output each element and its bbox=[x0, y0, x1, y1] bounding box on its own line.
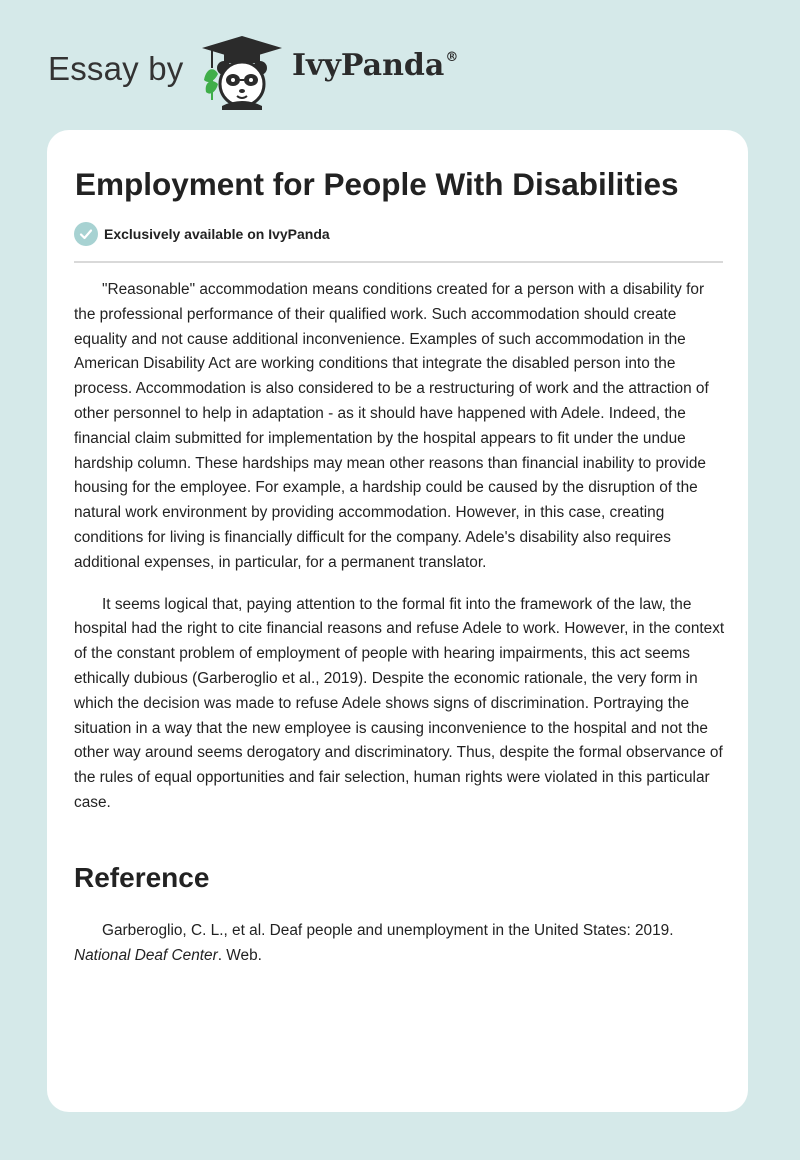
essay-card bbox=[47, 130, 748, 1112]
panda-logo-icon bbox=[200, 34, 284, 110]
reference-heading: Reference bbox=[74, 862, 210, 893]
divider bbox=[74, 261, 723, 263]
check-icon bbox=[74, 222, 98, 246]
reference-entry bbox=[74, 919, 726, 969]
paragraph: It seems logical that, paying attention to the formal fit into the framework of the law, the hospital had the right to cite financial reasons and refuse Adele to work. However, in the context of the constant problem of employment of people with hearing impairments, this act seems ethically dubious (Garberoglio et al., 2019). Despite the economic rationale, the very form in which the decision was made to refuse Adele shows signs of discrimination. Portraying the situation in a way that the new employee is causing inconvenience to the hospital and not the other way around seems derogatory and discriminatory. Thus, despite the formal observance of the rules of equal opportunities and fair selection, human rights were violated in this particular case. bbox=[74, 595, 725, 811]
reference-source: National Deaf Center bbox=[74, 946, 218, 964]
reference-list bbox=[74, 919, 726, 969]
reference-suffix: . Web. bbox=[217, 946, 262, 964]
exclusive-label: Exclusively available on IvyPanda bbox=[104, 226, 330, 242]
essay-title: Employment for People With Disabilities bbox=[75, 166, 679, 202]
reference-authors: Garberoglio, C. L., et al. Deaf people and unemployment in the United States: 2019. bbox=[102, 922, 674, 939]
site-header bbox=[48, 34, 748, 114]
registered-mark: ® bbox=[445, 50, 459, 65]
exclusive-badge bbox=[74, 222, 330, 246]
paragraph: "Reasonable" accommodation means conditions created for a person with a disability for the professional performance of their qualified work. Such accommodation should create equality and not cause additional inconvenience. Examples of such accommodation in the American Disability Act are working conditions that integrate the disabled person into the process. Accommodation is also considered to be a restructuring of work and the attraction of other personnel to help in adaptation - as it should have happened with Adele. Indeed, the financial claim submitted for implementation by the hospital appears to fit under the undue hardship column. These hardships may mean other reasons than financial inability to provide housing for the employee. For example, a hardship could be caused by the disruption of the natural work environment by providing accommodation. However, in this case, creating conditions for living is financially difficult for the company. Adele's disability also requires additional expenses, in particular, for a permanent translator. bbox=[74, 281, 709, 571]
brand-name: IvyPanda® bbox=[292, 48, 459, 83]
essay-by-label: Essay by bbox=[48, 50, 184, 87]
essay-body bbox=[74, 278, 726, 833]
